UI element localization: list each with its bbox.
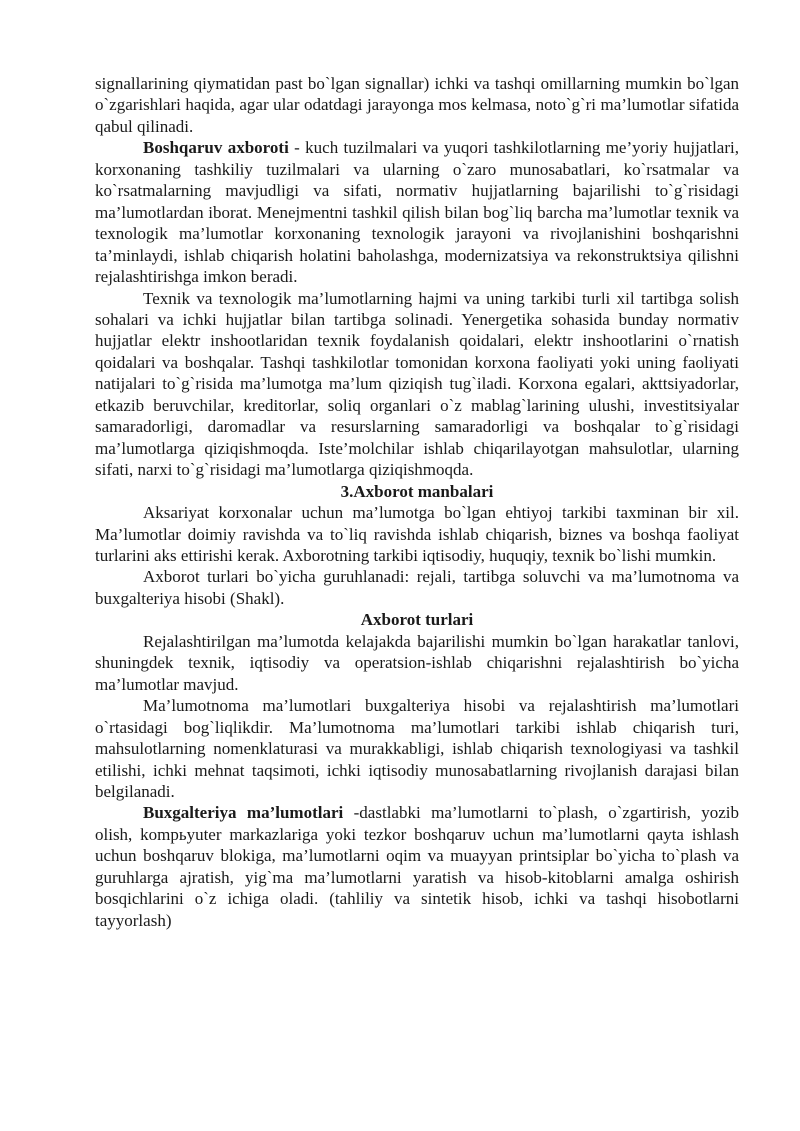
paragraph-boshqaruv-axboroti bbox=[95, 137, 739, 287]
paragraph-rejalashtirilgan: Rejalashtirilgan ma’lumotda kelajakda bajarilishi mumkin bo`lgan harakatlar tanlovi, shuningdek texnik, iqtisodiy va operatsion-ishlab chiqarishni rejalashtirish bo`yicha ma’lumotlar mavjud. bbox=[95, 631, 739, 694]
definition-buxgalteriya: -dastlabki ma’lumotlarni to`plash, o`zgartirish, yozib olish, kompьyuter markazlariga yoki tezkor boshqaruv uchun ma’lumotlarni qayta ishlash uchun boshqaruv blokiga, ma’lumotlarni oqim va muayyan printsiplar bo`yicha to`plash va guruhlarga ajratish, yig`ma ma’lumotlarni yaratish va hisob-kitoblarni amalga oshirish bosqichlarini o`z ichiga oladi. (tahliliy va sintetik hisob, ichki va tashqi hisobotlarni tayyorlash) bbox=[95, 803, 740, 930]
section-heading-axborot-manbalari: 3.Axborot manbalari bbox=[340, 481, 494, 501]
paragraph-axborot-ehtiyoji: Aksariyat korxonalar uchun ma’lumotga bo`lgan ehtiyoj tarkibi taxminan bir xil. Ma’lumotlar doimiy ravishda va to`liq ravishda ishlab chiqarish, biznes va boshqa faoliyat turlarini aks ettirishi kerak. Axborotning tarkibi iqtisodiy, huquqiy, texnik bo`lishi mumkin. bbox=[95, 503, 739, 565]
paragraph-axborot-guruhlari: Axborot turlari bo`yicha guruhlanadi: rejali, tartibga soluvchi va ma’lumotnoma va buxgalteriya hisobi (Shakl). bbox=[95, 567, 739, 608]
term-buxgalteriya: Buxgalteriya ma’lumotlari bbox=[143, 803, 344, 823]
paragraph-continuation: signallarining qiymatidan past bo`lgan signallar) ichki va tashqi omillarning mumkin bo`lgan o`zgarishlari haqida, agar ular odatdagi jarayonga mos kelmasa, noto`g`ri ma’lumotlar sifatida qabul qilinadi. bbox=[95, 74, 739, 136]
term-boshqaruv-axboroti: Boshqaruv axboroti bbox=[143, 138, 289, 158]
subheading-axborot-turlari: Axborot turlari bbox=[360, 610, 474, 630]
paragraph-texnik-malumotlar: Texnik va texnologik ma’lumotlarning hajmi va uning tarkibi turli xil tartibga solish sohalari va ichki hujjatlar bilan tartibga solinadi. Yenergetika sohasida bunday normativ hujjatlar elektr inshootlaridan texnik foydalanish qoidalari, elektr inshootlarini o`rnatish qoidalari va boshqalar. Tashqi tashkilotlar tomonidan korxona faoliyati yoki uning faoliyati natijalari to`g`risida ma’lumotga ma’lum qiziqish tug`iladi. Korxona egalari, akttsiyadorlar, etkazib beruvchilar, kreditorlar, soliq organlari o`z mablag`larining ulushi, investitsiyalar samaradorligi, daromadlar va resurslarning samaradorligi va boshqalar to`g`risidagi ma’lumotlarga qiziqishmoqda. Iste’molchilar ishlab chiqarilayotgan mahsulotlar, ularning sifati, narxi to`g`risidagi ma’lumotlarga qiziqishmoqda. bbox=[95, 288, 739, 480]
paragraph-malumotnoma: Ma’lumotnoma ma’lumotlari buxgalteriya hisobi va rejalashtirish ma’lumotlari o`rtasidagi bog`liqlikdir. Ma’lumotnoma ma’lumotlari tarkibi ishlab chiqarish turi, mahsulotlarning nomenklaturasi va murakkabligi, ishlab chiqarish texnologiyasi va tashkil etilishi, ichki mehnat taqsimoti, ichki iqtisodiy munosabatlarning rivojlanish darajasi bilan belgilanadi. bbox=[95, 696, 739, 801]
paragraph-buxgalteriya bbox=[95, 802, 739, 931]
definition-boshqaruv-axboroti: - kuch tuzilmalari va yuqori tashkilotlarning me’yoriy hujjatlari, korxonaning tashkiliy tuzilmalari va ularning o`zaro munosabatlari, ko`rsatmalar va ko`rsatmalarning mavjudligi va sifati, normativ hujjatlarning bajarilishi to`g`risidagi ma’lumotlardan iborat. Menejmentni tashkil qilish bilan bog`liq barcha ma’lumotlar texnik va texnologik ma’lumotlar korxonaning texnologik jarayoni va rivojlanishini boshqarishni ta’minlaydi, ishlab chiqarish holatini baholashga, modernizatsiya va rekonstruktsiya qilishni rejalashtirishga imkon beradi. bbox=[95, 138, 739, 287]
